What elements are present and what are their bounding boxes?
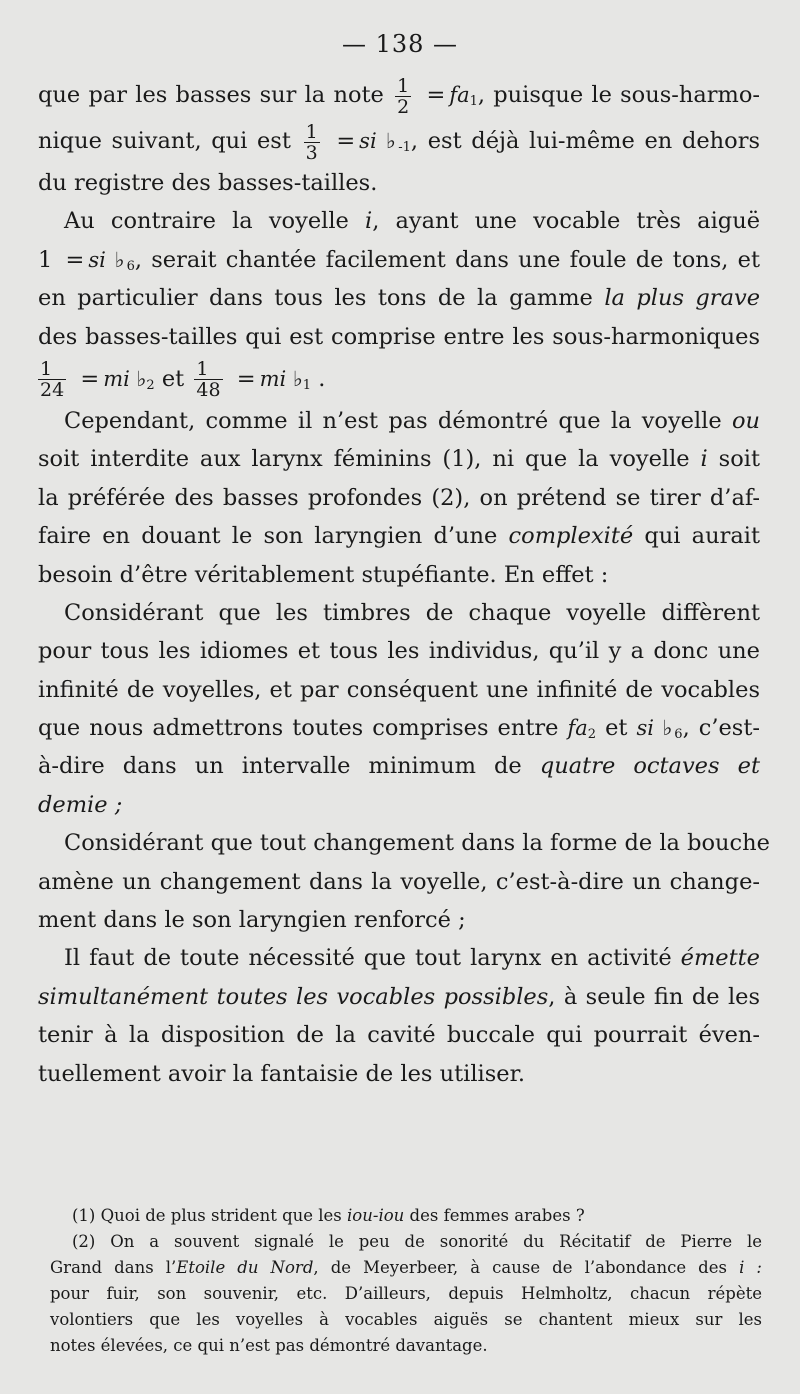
footnote-1: (1) Quoi de plus strident que les iou-iou des femmes arabes ? (72, 1206, 585, 1225)
footnote-2: (2) On a souvent signalé le peu de sonorité du Récitatif de Pierre le (72, 1232, 762, 1251)
fraction: $\frac{1}{3}$ (305, 120, 318, 164)
text-line: des basses-tailles qui est comprise entre les sous-harmoniques (38, 323, 760, 350)
text-line: que par les basses sur la note $\frac{1}{2}$ = $fa_1$, puisque le sous-harmo- (38, 74, 760, 118)
music-note: si $♭_6$ (636, 716, 683, 743)
footnote-line: pour fuir, son souvenir, etc. D’ailleurs, depuis Helmholtz, chacun répète (50, 1284, 762, 1303)
text-line: la préférée des basses profondes (2), on prétend se tirer d’af- (38, 484, 760, 511)
text-line: ment dans le son laryngien renforcé ; (38, 907, 466, 934)
text-line: 1 = si $♭_6$, serait chantée facilement dans une foule de tons, et (38, 246, 761, 274)
text-line: infinité de voyelles, et par conséquent une infinité de vocables (38, 676, 760, 703)
music-note: $fa_1$ (449, 83, 478, 109)
text-line: que nous admettrons toutes comprises entre $fa_2$ et si $♭_6$, c’est- (38, 715, 760, 743)
music-note: mi $♭_1$ (259, 366, 312, 393)
music-note: si $♭_6$ (88, 247, 135, 274)
fraction: $\frac{1}{2}$ (397, 74, 410, 118)
text-line: tuellement avoir la fantaisie de les utiliser. (38, 1060, 526, 1087)
text-line: simultanément toutes les vocables possibles, à seule fin de les (38, 983, 761, 1010)
text-line: en particulier dans tous les tons de la gamme la plus grave (38, 285, 761, 312)
footnote-line: Grand dans l’Etoile du Nord, de Meyerbeer, à cause de l’abondance des i : (50, 1258, 762, 1277)
page-number: — 138 — (341, 30, 459, 58)
text-line: pour tous les idiomes et tous les individus, qu’il y a donc une (38, 638, 760, 665)
fraction: $\frac{1}{48}$ (196, 358, 221, 402)
text-line: demie ; (38, 791, 123, 818)
text-line: Il faut de toute nécessité que tout larynx en activité émette (64, 945, 760, 972)
text-line: tenir à la disposition de la cavité buccale qui pourrait éven- (38, 1022, 760, 1049)
body-text (38, 72, 770, 1093)
fraction: $\frac{1}{24}$ (40, 358, 65, 402)
music-note: si $♭_{-1}$ (359, 129, 411, 155)
text-line: du registre des basses-tailles. (38, 170, 378, 196)
footnotes (50, 1203, 762, 1359)
text-line: soit interdite aux larynx féminins (1), ni que la voyelle i soit (38, 446, 760, 473)
text-line: $\frac{1}{24}$ = mi $♭_2$ et $\frac{1}{48}$ = mi $♭_1$ . (40, 358, 326, 402)
text-line: besoin d’être véritablement stupéfiante. En effet : (38, 561, 609, 588)
text-line: Au contraire la voyelle i, ayant une vocable très aiguë (64, 208, 761, 235)
text-line: Considérant que tout changement dans la forme de la bouche (64, 830, 770, 857)
footnote-line: notes élevées, ce qui n’est pas démontré davantage. (50, 1336, 488, 1355)
footnote-line: volontiers que les voyelles à vocables aiguës se chantent mieux sur les (50, 1310, 762, 1329)
text-line: faire en douant le son laryngien d’une complexité qui aurait (38, 523, 760, 550)
music-note: $fa_2$ (567, 716, 597, 743)
text-line: Cependant, comme il n’est pas démontré que la voyelle ou (64, 407, 760, 434)
text-line: nique suivant, qui est $\frac{1}{3}$ = si $♭_{-1}$, est déjà lui-même en dehors (38, 120, 761, 164)
music-note: mi $♭_2$ (103, 366, 155, 393)
text-line: Considérant que les timbres de chaque voyelle diffèrent (64, 599, 760, 626)
text-line: amène un changement dans la voyelle, c’est-à-dire un change- (38, 868, 760, 895)
text-line: à-dire dans un intervalle minimum de quatre octaves et (38, 753, 760, 780)
